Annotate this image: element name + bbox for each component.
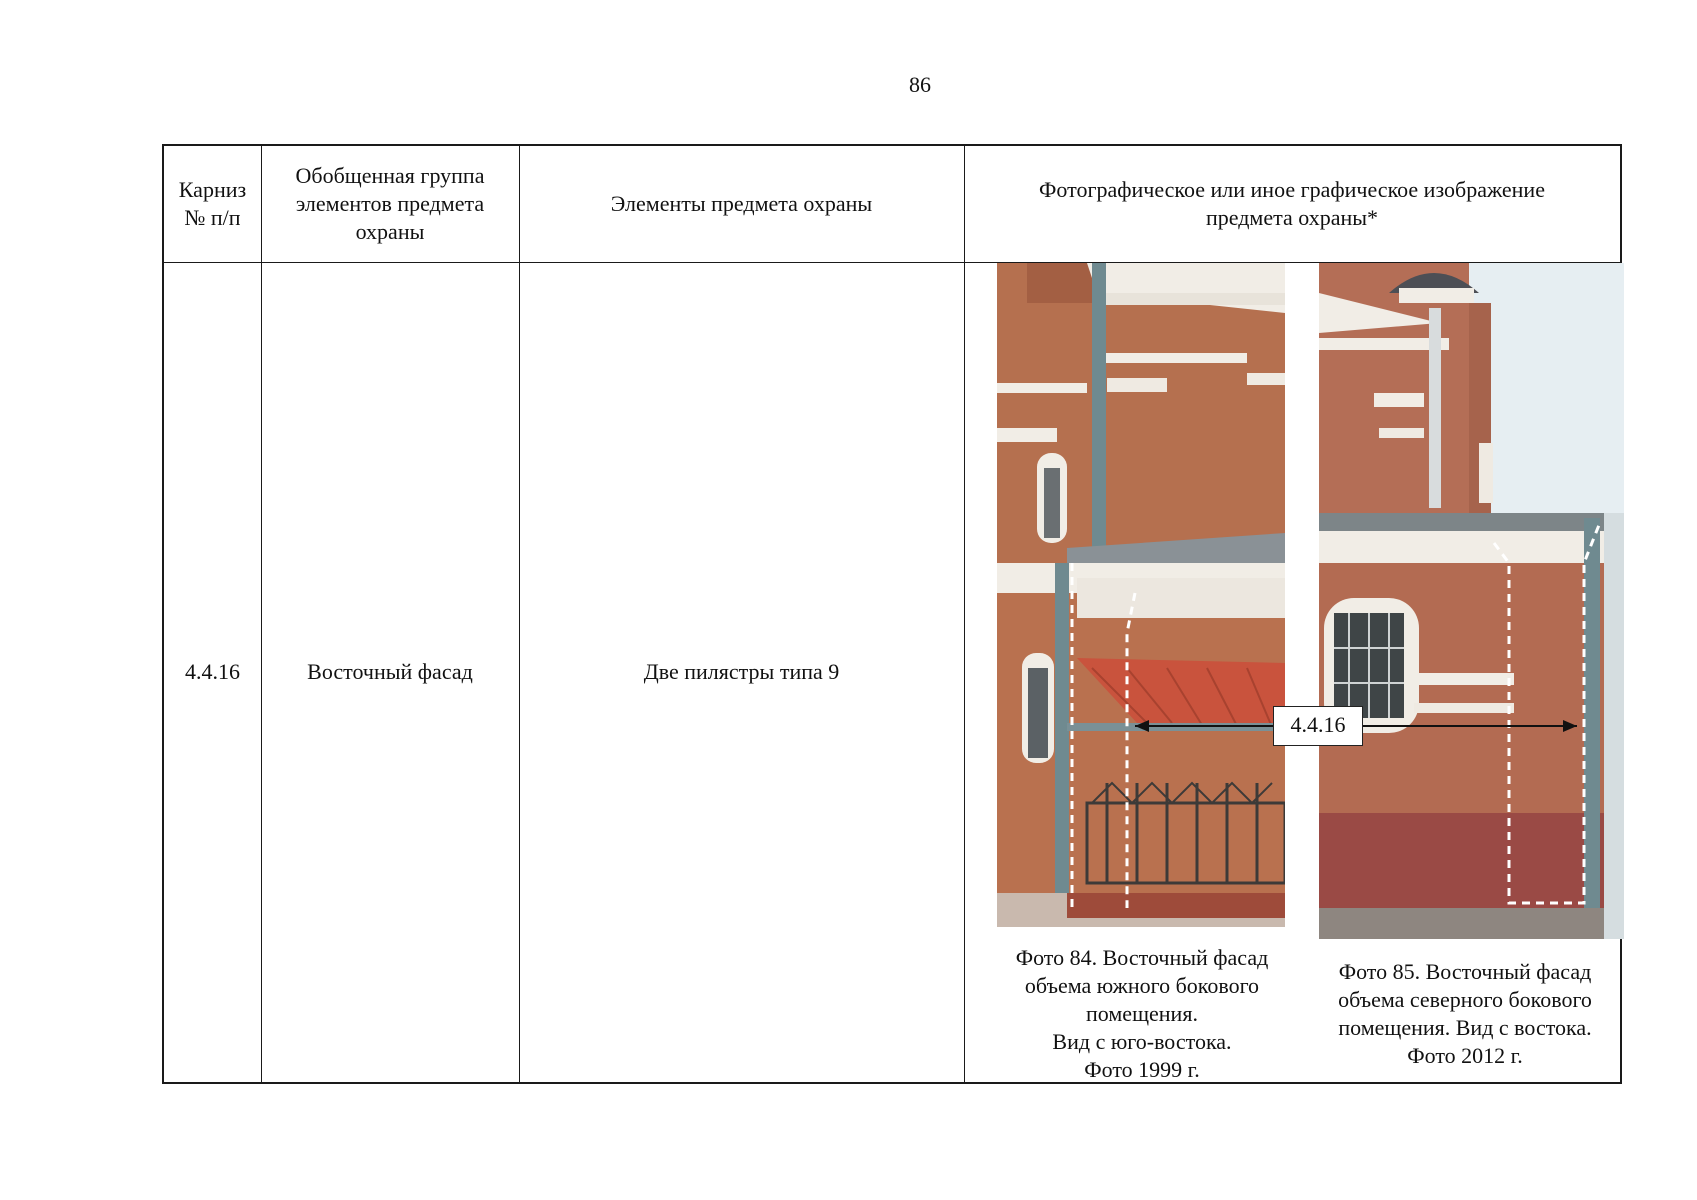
page-number: 86	[909, 72, 931, 97]
row-elements-text: Две пилястры типа 9	[643, 659, 840, 684]
photo-85-caption: Фото 85. Восточный фасад объема северного бокового помещения. Вид с востока. Фото 2012 г.	[1338, 959, 1592, 1068]
header-number	[164, 146, 261, 262]
header-elements	[519, 146, 964, 262]
header-image-text: Фотографическое или иное графическое изображение предмета охраны*	[1039, 177, 1545, 230]
protection-table	[162, 144, 1622, 1084]
header-number-text: Карниз № п/п	[178, 177, 247, 230]
dimension-label: 4.4.16	[1273, 706, 1363, 746]
header-group-text: Обобщенная группа элементов предмета охраны	[295, 163, 485, 244]
header-elements-text: Элементы предмета охраны	[610, 191, 873, 216]
row-elements	[519, 262, 964, 1082]
row-number-text: 4.4.16	[185, 659, 240, 684]
row-number	[164, 262, 261, 1082]
header-image	[964, 146, 1620, 262]
row-group-text: Восточный фасад	[307, 659, 473, 684]
column-divider	[964, 146, 965, 1082]
photo-84	[997, 263, 1285, 927]
row-group	[261, 262, 519, 1082]
header-group	[261, 146, 519, 262]
photo-84-caption: Фото 84. Восточный фасад объема южного бокового помещения. Вид с юго-востока. Фото 1999 г.	[1015, 945, 1269, 1082]
photo-85	[1319, 263, 1624, 939]
